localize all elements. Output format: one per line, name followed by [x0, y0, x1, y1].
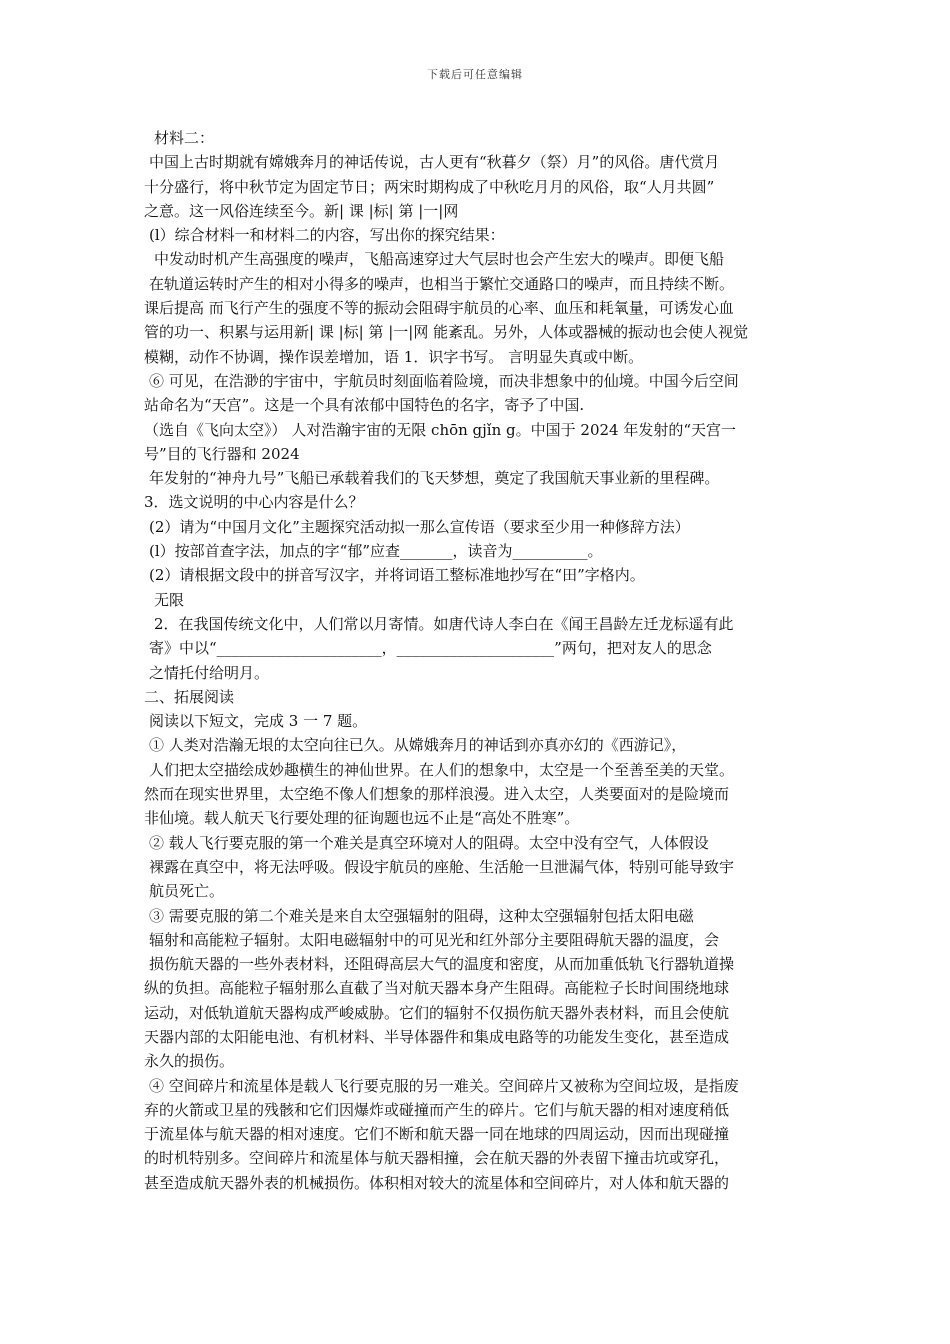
text-line: 年发射的“神舟九号”飞船已承载着我们的飞天梦想，奠定了我国航天事业新的里程碑。 — [149, 469, 720, 488]
text-line: 站命名为“天宫”。这是一个具有浓郁中国特色的名字，寄予了中国. — [144, 396, 585, 415]
text-line: 之意。这一风俗连续至今。新| 课 |标| 第 |一|网 — [144, 201, 459, 220]
text-line: （选自《飞向太空》） 人对浩瀚宇宙的无限 chōn gjǐn g。中国于 2024 年发射的“天宫一 — [144, 420, 737, 439]
text-line: ② 载人飞行要克服的第一个难关是真空环境对人的阻碍。太空中没有空气，人体假设 — [149, 833, 709, 852]
text-line: (l）按部首查字法，加点的字“郁”应查_______，读音为__________。 — [149, 542, 603, 561]
text-line: 裸露在真空中，将无法呼吸。假设宇航员的座舱、生活舱一旦泄漏气体，特别可能导致宇 — [149, 857, 735, 876]
text-line: 中国上古时期就有嫦娥奔月的神话传说，古人更有“秋暮夕（祭）月”的风俗。唐代赏月 — [149, 153, 720, 172]
text-line: ⑥ 可见，在浩渺的宇宙中，宇航员时刻面临着险境，而决非想象中的仙境。中国今后空间 — [149, 371, 739, 390]
text-line: ④ 空间碎片和流星体是载人飞行要克服的另一难关。空间碎片又被称为空间垃圾，是指废 — [149, 1076, 739, 1095]
text-line: 人们把太空描绘成妙趣横生的神仙世界。在人们的想象中，太空是一个至善至美的天堂。 — [149, 760, 735, 779]
text-line: 二、拓展阅读 — [144, 687, 235, 706]
text-line: 课后提高 而飞行产生的强度不等的振动会阻碍宇航员的心率、血压和耗氧量，可诱发心血 — [144, 299, 734, 318]
text-line: (2）请根据文段中的拼音写汉字，并将词语工整标准地抄写在“田”字格内。 — [149, 566, 645, 585]
text-line: 辐射和高能粒子辐射。太阳电磁辐射中的可见光和红外部分主要阻碍航天器的温度，会 — [149, 930, 720, 949]
text-line: 十分盛行，将中秋节定为固定节日；两宋时期构成了中秋吃月月的风俗，取“人月共圆” — [144, 177, 715, 196]
text-line: 于流星体与航天器的相对速度。它们不断和航天器一同在地球的四周运动，因而出现碰撞 — [144, 1125, 730, 1144]
page-header: 下载后可任意编辑 — [427, 68, 523, 81]
text-line: ① 人类对浩瀚无垠的太空向往已久。从嫦娥奔月的神话到亦真亦幻的《西游记》， — [149, 736, 687, 755]
text-line: ③ 需要克服的第二个难关是来自太空强辐射的阻碍，这种太空强辐射包括太阳电磁 — [149, 906, 694, 925]
text-line: 的时机特别多。空间碎片和流星体与航天器相撞，会在航天器的外表留下撞击坑或穿孔， — [144, 1149, 730, 1168]
document-body — [144, 126, 814, 1195]
text-line: 中发动时机产生高强度的噪声，飞船高速穿过大气层时也会产生宏大的噪声。即便飞船 — [154, 250, 725, 269]
text-line: 2．在我国传统文化中，人们常以月寄情。如唐代诗人李白在《闻王昌龄左迁龙标遥有此 — [154, 614, 734, 633]
text-line: 弃的火箭或卫星的残骸和它们因爆炸或碰撞而产生的碎片。它们与航天器的相对速度稍低 — [144, 1100, 730, 1119]
text-line: 永久的损伤。 — [144, 1052, 235, 1071]
text-line: 寄》中以“______________________，_____________________”两句，把对友人的思念 — [149, 639, 712, 658]
text-line: (2）请为“中国月文化”主题探究活动拟一那么宣传语（要求至少用一种修辞方法） — [149, 517, 690, 536]
text-line: 3．选文说明的中心内容是什么？ — [144, 493, 364, 512]
text-line: (l）综合材料一和材料二的内容，写出你的探究结果： — [149, 226, 505, 245]
text-line: 运动，对低轨道航天器构成严峻威胁。它们的辐射不仅损伤航天器外表材料，而且会使航 — [144, 1003, 730, 1022]
text-line: 甚至造成航天器外表的机械损伤。体积相对较大的流星体和空间碎片，对人体和航天器的 — [144, 1173, 730, 1192]
text-line: 非仙境。载人航天飞行要处理的征询题也远不止是“高处不胜寒”。 — [144, 809, 580, 828]
text-line: 材料二： — [154, 129, 215, 147]
text-line: 纵的负担。高能粒子辐射那么直截了当对航天器本身产生阻碍。高能粒子长时间围绕地球 — [144, 979, 730, 998]
text-line: 天器内部的太阳能电池、有机材料、半导体器件和集成电路等的功能发生变化，甚至造成 — [144, 1027, 730, 1046]
text-line: 之情托付给明月。 — [149, 663, 270, 682]
text-line: 阅读以下短文，完成 3 一 7 题。 — [149, 712, 368, 731]
text-line: 管的功一、积累与运用新| 课 |标| 第 |一|网 能紊乱。另外，人体或器械的振动也会使人视觉 — [144, 323, 749, 342]
text-line: 然而在现实世界里，太空绝不像人们想象的那样浪漫。进入太空，人类要面对的是险境而 — [144, 785, 730, 804]
text-line: 模糊，动作不协调，操作误差增加，语 1．识字书写。 言明显失真或中断。 — [144, 347, 644, 366]
text-line: 航员死亡。 — [149, 882, 225, 901]
text-line: 无限 — [154, 590, 185, 609]
text-line: 号”目的飞行器和 2024 — [144, 444, 300, 463]
text-line: 损伤航天器的一些外表材料，还阻碍高层大气的温度和密度，从而加重低轨飞行器轨道操 — [149, 955, 735, 974]
text-line: 在轨道运转时产生的相对小得多的噪声，也相当于繁忙交通路口的噪声，而且持续不断。 — [149, 274, 735, 293]
